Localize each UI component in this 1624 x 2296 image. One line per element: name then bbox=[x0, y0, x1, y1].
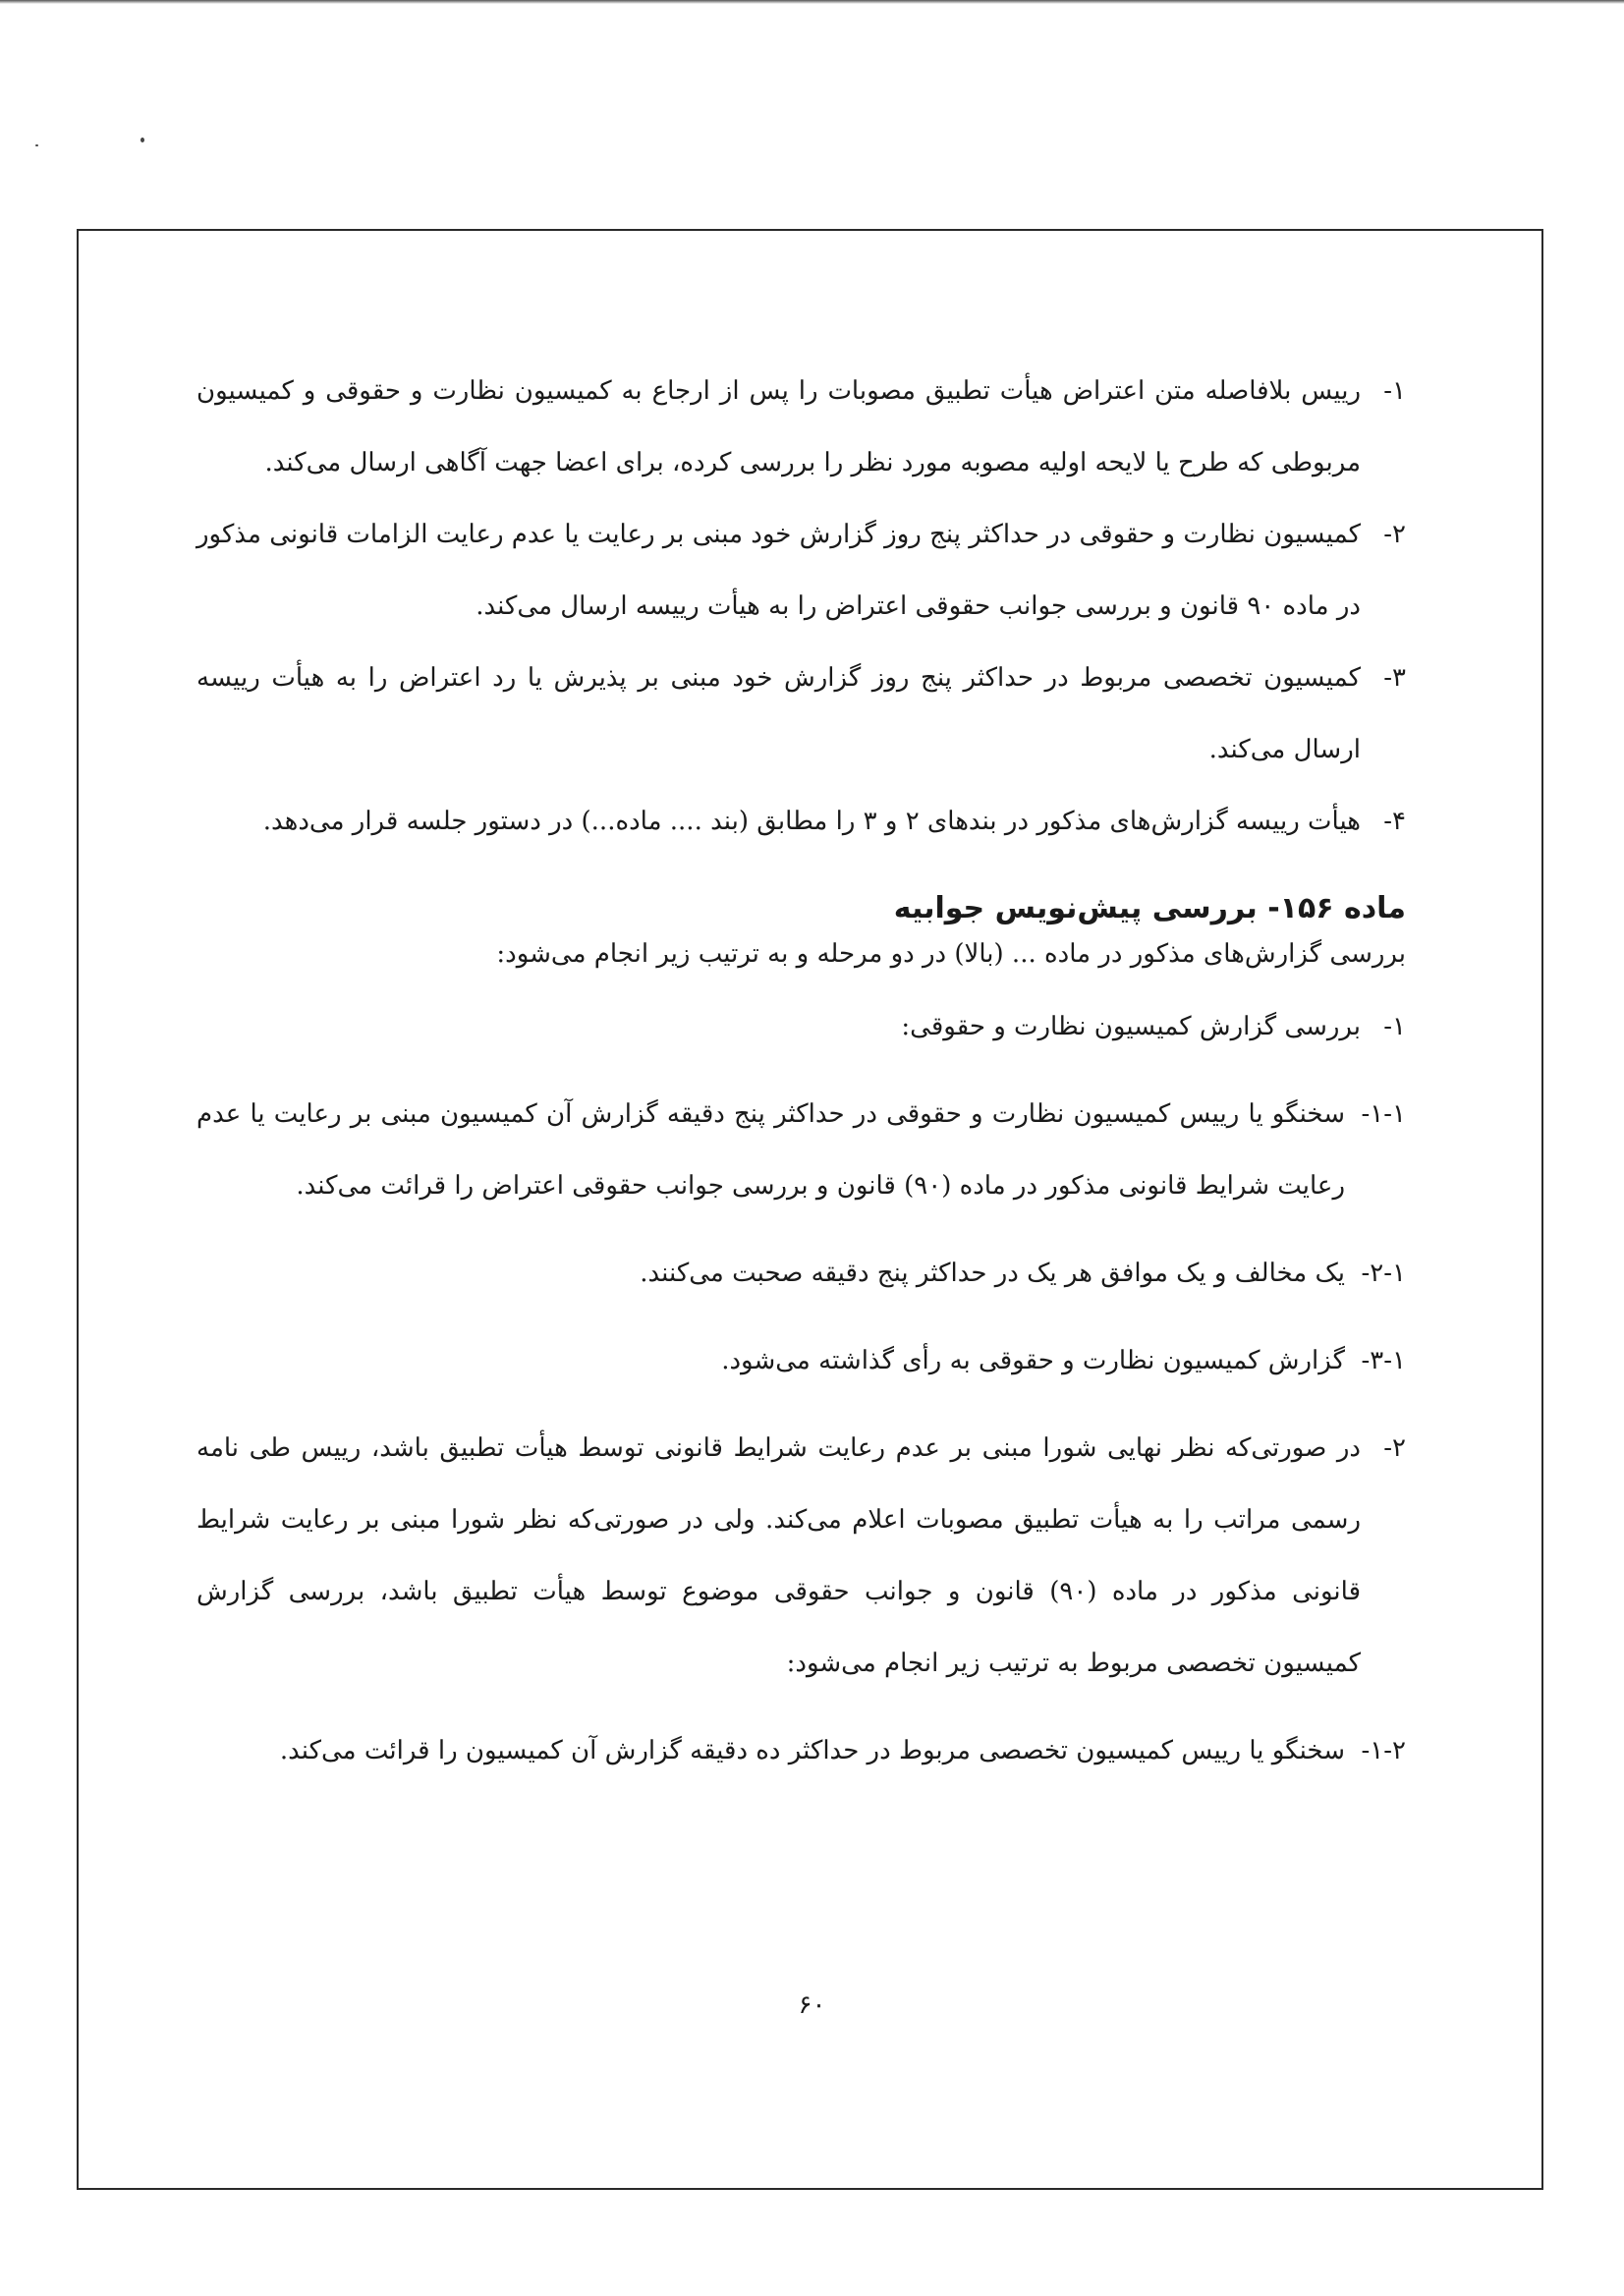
scan-speck bbox=[140, 138, 144, 142]
item-number: ۱- bbox=[1383, 376, 1406, 406]
sub-item bbox=[196, 1715, 1406, 1787]
item-number: ۳-۱- bbox=[1361, 1346, 1406, 1375]
sub-item bbox=[196, 1079, 1406, 1222]
page-number: ۶۰ bbox=[798, 1990, 826, 2020]
item-number: ۳- bbox=[1383, 663, 1406, 693]
scan-top-edge bbox=[0, 0, 1624, 4]
item-number: ۱- bbox=[1383, 1012, 1406, 1041]
item-text: سخنگو یا رییس کمیسیون تخصصی مربوط در حداکثر ده دقیقه گزارش آن کمیسیون را قرائت می‌کند. bbox=[279, 1736, 1345, 1765]
item-text: بررسی گزارش کمیسیون نظارت و حقوقی: bbox=[901, 1012, 1361, 1041]
list-item bbox=[196, 499, 1406, 643]
item-number: ۲- bbox=[1383, 1433, 1406, 1463]
item-text: رییس بلافاصله متن اعتراض هیأت تطبیق مصوبات را پس از ارجاع به کمیسیون نظارت و حقوقی و کمیسیون مربوطی که طرح یا لایحه اولیه مصوبه مورد نظر را بررسی کرده، برای اعضا جهت آگاهی ارسال می‌کند. bbox=[196, 376, 1361, 477]
item-text: گزارش کمیسیون نظارت و حقوقی به رأی گذاشته می‌شود. bbox=[721, 1346, 1345, 1375]
item-text: در صورتی‌که نظر نهایی شورا مبنی بر عدم رعایت شرایط قانونی توسط هیأت تطبیق باشد، رییس طی نامه رسمی مراتب را به هیأت تطبیق مصوبات اعلام می‌کند. ولی در صورتی‌که نظر شورا مبنی بر رعایت شرایط قانونی مذکور در ماده (۹۰) قانون و جوانب حقوقی موضوع توسط هیأت تطبیق باشد، بررسی گزارش کمیسیون تخصصی مربوط به ترتیب زیر انجام می‌شود: bbox=[196, 1433, 1362, 1678]
scan-speck bbox=[35, 144, 38, 146]
document-body bbox=[196, 356, 1406, 1787]
list-item bbox=[196, 643, 1406, 786]
list-item bbox=[196, 786, 1406, 858]
item-number: ۲-۱- bbox=[1361, 1259, 1406, 1288]
item-number: ۱-۱- bbox=[1361, 1099, 1406, 1129]
item-number: ۲- bbox=[1383, 520, 1406, 549]
item-number: ۴- bbox=[1383, 807, 1406, 836]
section-item bbox=[196, 991, 1406, 1063]
list-item bbox=[196, 356, 1406, 499]
item-text: هیأت رییسه گزارش‌های مذکور در بندهای ۲ و ۳ را مطابق (بند .... ماده...) در دستور جلسه قرار می‌دهد. bbox=[262, 807, 1361, 836]
article-title: ماده ۱۵۶- بررسی پیش‌نویس جوابیه bbox=[893, 891, 1406, 925]
section-item bbox=[196, 1413, 1406, 1700]
sub-item bbox=[196, 1325, 1406, 1397]
sub-item bbox=[196, 1238, 1406, 1310]
item-text: یک مخالف و یک موافق هر یک در حداکثر پنج دقیقه صحبت می‌کنند. bbox=[640, 1259, 1345, 1288]
article-intro: بررسی گزارش‌های مذکور در ماده ... (بالا) در دو مرحله و به ترتیب زیر انجام می‌شود: bbox=[496, 939, 1406, 969]
item-text: کمیسیون نظارت و حقوقی در حداکثر پنج روز گزارش خود مبنی بر رعایت یا عدم رعایت الزامات قانونی مذکور در ماده ۹۰ قانون و بررسی جوانب حقوقی اعتراض را به هیأت رییسه ارسال می‌کند. bbox=[196, 520, 1361, 621]
item-text: سخنگو یا رییس کمیسیون نظارت و حقوقی در حداکثر پنج دقیقه گزارش آن کمیسیون مبنی بر رعایت یا عدم رعایت شرایط قانونی مذکور در ماده (۹۰) قانون و بررسی جوانب حقوقی اعتراض را قرائت می‌کند. bbox=[196, 1099, 1345, 1201]
item-number: ۱-۲- bbox=[1361, 1736, 1406, 1765]
item-text: کمیسیون تخصصی مربوط در حداکثر پنج روز گزارش خود مبنی بر پذیرش یا رد اعتراض را به هیأت رییسه ارسال می‌کند. bbox=[196, 663, 1361, 764]
